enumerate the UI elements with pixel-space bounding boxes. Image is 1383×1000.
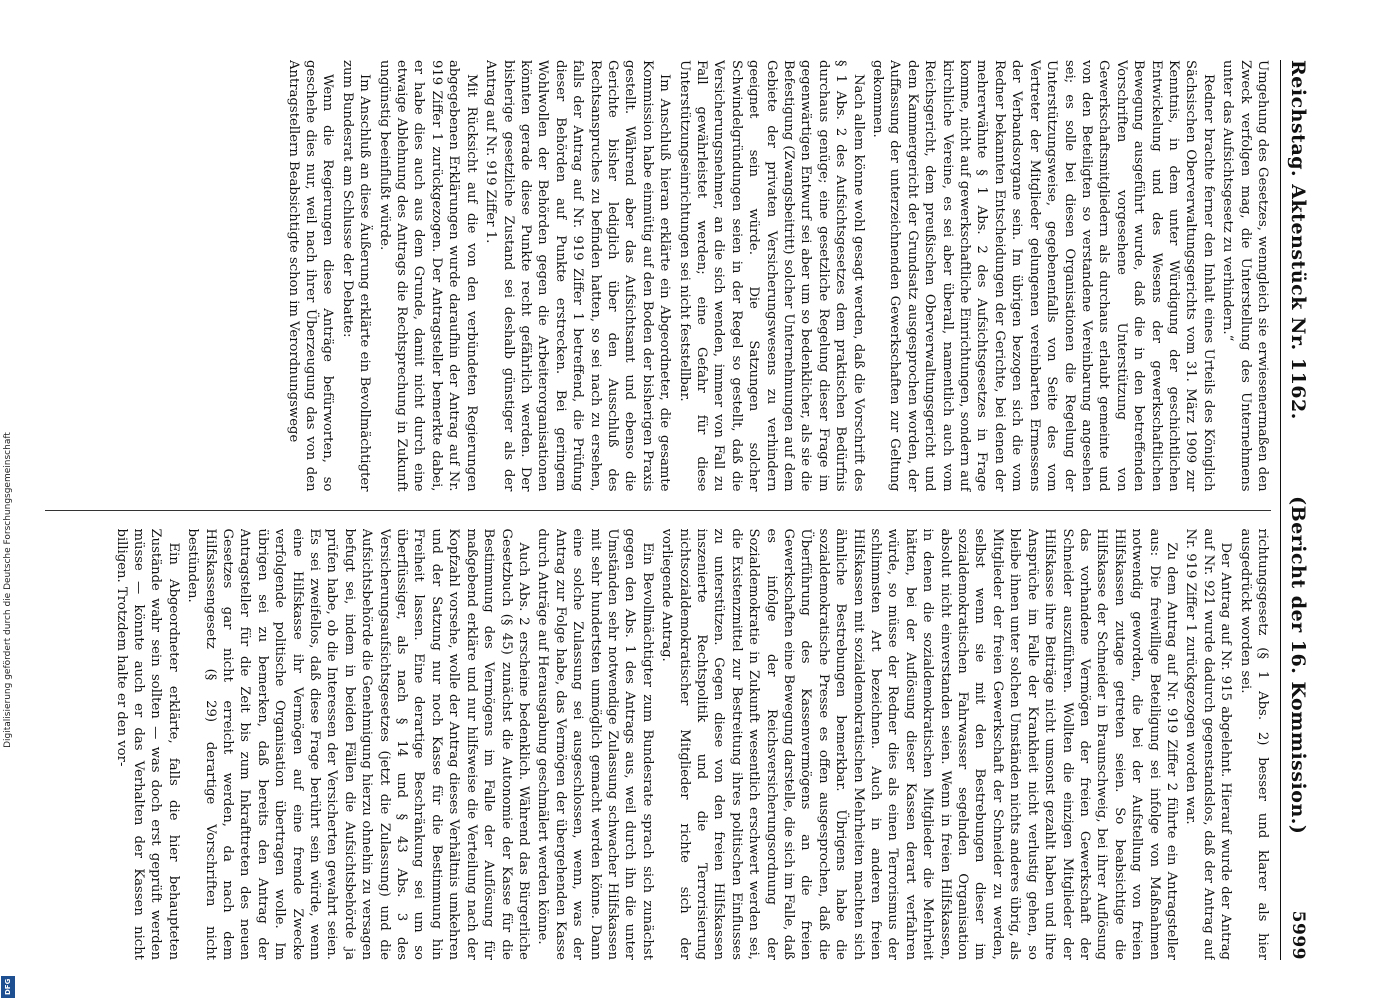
- digitization-note: Digitalisierung gefördert durch die Deutsche Forschungsgemeinschaft: [3, 432, 13, 748]
- header-title-right: (Bericht der 16. Kommission.): [1287, 496, 1309, 835]
- text-columns: [45, 60, 1271, 960]
- column-divider: [45, 510, 1271, 511]
- paragraph: Mit Rücksicht auf die von den verbündeten Regierungen abgegebenen Erklärungen wurde daraufhin der Antrag auf Nr. 919 Ziffer 1 zurückgezogen. Der Antragsteller bemerkte dabei, er habe dies auch aus dem Grunde, damit nicht durch eine etwaige Ablehnung des Antrags die Rechtsprechung in Zukunft ungünstig beeinflußt würde.: [376, 60, 479, 492]
- paragraph: Ein Abgeordneter erklärte, falls die hier behaupteten Zustände wahr sein sollten — was doch erst geprüft werden müsse — könnte auch er das Verhalten der Kassen nicht billigen. Trotzdem halte er den vor-: [113, 528, 181, 960]
- rotated-document-page: [45, 60, 1315, 960]
- dfg-logo: DFG: [1, 976, 15, 998]
- scanned-page-area: [40, 40, 1320, 980]
- paragraph: Wenn die Regierungen diese Anträge befürworten, so geschehe dies nur, weil nach ihrer Überzeugung das von den Antragstellern Beabsichtigte schon im Verordnungswege: [285, 60, 336, 492]
- paragraph: Im Anschluß hieran erklärte ein Abgeordneter, die gesamte Kommission habe einmütig auf den Boden der bisherigen Praxis gestellt. Während aber das Aufsichtsamt und ebenso die Gerichte bisher lediglich über den Ausschluß des Rechtsanspruches zu befinden hatten, so sei nach zu ersehen, falls der Antrag auf Nr. 919 Ziffer 1 betreffend, die Prüfung dieser Behörden auf Punkte erstrecken. Bei geringem Wohlwollen der Behörden gegen die Arbeiterorganisationen könnten gerade diese Punkte recht gefährlich werden. Der bisherige gesetzliche Zustand sei deshalb günstiger als der Antrag auf Nr. 919 Ziffer 1.: [483, 60, 673, 492]
- header-title-left: Reichstag. Aktenstück Nr. 1162.: [1287, 60, 1309, 420]
- paragraph: Umgehung des Gesetzes, wenngleich sie erwiesenermaßen den Zweck verfolgen mag, die Unterstellung des Unternehmens unter das Aufsichtsgesetz zu verhindern.“: [1220, 60, 1270, 492]
- paragraph: Zu dem Antrag auf Nr. 919 Ziffer 2 führte ein Antragsteller aus: Die freiwillige Beteiligung sei infolge von Maßnahmen notwendig geworden, die bei der Aufstellung von freien Hilfskassen zutage getreten seien. So beabsichtige die Hilfskasse der Schneider in Braunschweig, bei ihrer Auflösung das vorhandene Vermögen der freien Gewerkschaft der Schneider auszuführen. Wollten die einzigen Mitglieder der Hilfskasse ihre Beiträge nicht umsonst gezahlt haben und ihre Ansprüche im Falle der Krankheit nicht verlustig gehen, so bleibe ihnen unter solchen Umständen nichts anderes übrig, als Mitglieder der freien Gewerkschaft der Schneider zu werden, selbst wenn sie mit den Bestrebungen dieser im sozialdemokratischen Fahrwasser segelnden Organisation absolut nicht einverstanden seien. Wenn in freien Hilfskassen, in denen die sozialdemokratischen Mitglieder die Mehrheit hätten, bei der Auflösung dieser Kassen derart verfahren würde, so müsse der Redner dies als einen Terrorismus der schlimmsten Art bezeichnen. Auch in anderen freien Hilfskassen mit sozialdemokratischen Mehrheiten machten sich ähnliche Bestrebungen bemerkbar. Übrigens habe die sozialdemokratische Presse es offen ausgesprochen, daß die Überführung des Kassenvermögens an die freien Gewerkschaften eine Bewegung darstelle, die sich im Falle, daß es infolge der Reichsversicherungsordnung der Sozialdemokratie in Zukunft wesentlich erschwert werden sei, die Existenzmittel zur Bestreitung ihres politischen Einflusses zu unterstützen. Gegen diese von den freien Hilfskassen inszenierte Rechtspolitik und die Terrorisierung nichtsozialdemokratischer Mitglieder richte sich der vorliegende Antrag.: [659, 528, 1179, 960]
- paragraph: Auch Abs. 2 erscheine bedenklich. Während das Bürgerliche Gesetzbuch (§ 45) zunächst die Autonomie der Kasse für die Bestimmung des Vermögens im Falle der Auflösung für maßgebend erkläre und nur hilfsweise die Verteilung nach der Kopfzahl vorsehe, wolle der Antrag dieses Verhältnis umkehren und der Satzung nur noch Kasse für die Bestimmung hin Freiheit lassen. Eine derartige Beschränkung sei um so überflüssiger, als nach § 14 und § 43 Abs. 3 des Versicherungsaufsichtsgesetzes (jetzt die Zulassung) und die Aufsichtsbehörde die Genehmigung hierzu ohnehin zu versagen befugt sei, indem in beiden Fällen die Aufsichtsbehörde ja prüfen habe, ob die Interessen der Versicherten gewahrt seien. Es sei zweifellos, daß diese Frage berührt sein würde, wenn eine Hilfskasse ihr Vermögen auf eine fremde Zwecke verfolgende politische Organisation übertragen wolle. Im übrigen sei zu bemerken, daß bereits den Antrag der Antragsteller für die Zeit bis zum Inkrafttreten des neuen Gesetzes gar nicht erreicht werden, da nach dem Hilfskassengesetz (§ 29) derartige Vorschriften nicht bestünden.: [185, 528, 531, 960]
- paragraph: Im Anschluß an diese Äußerung erklärte ein Bevollmächtigter zum Bundesrat am Schlusse der Debatte:: [339, 60, 373, 492]
- page-number: 5999: [1288, 910, 1308, 960]
- paragraph: Ein Bevollmächtigter zum Bundesrate sprach sich zunächst gegen den Abs. 1 des Antrags aus, weil durch ihn die unter Umständen sehr notwendige Zulassung schwacher Hilfskassen mit sehr hundertsten unmöglich gemacht werden könne. Dann eine solche Zulassung sei ausgeschlossen, wenn, was der Antrag zur Folge habe, das Vermögen der übergehenden Kasse durch Anträge auf Herausgabung geschmälert werden könne.: [535, 528, 655, 960]
- right-column: [45, 529, 1271, 961]
- left-column: [45, 60, 1271, 492]
- paragraph: richtungsgesetz (§ 1 Abs. 2) besser und klarer als hier ausgedrückt worden sei.: [1237, 528, 1270, 960]
- paragraph: Der Antrag auf Nr. 915 abgelehnt. Hierauf wurde der Antrag auf Nr. 921 wurde dadurch gegenstandslos, daß der Antrag auf Nr. 919 Ziffer 1 zurückgezogen worden war.: [1183, 528, 1234, 960]
- paragraph: Redner brachte ferner den Inhalt eines Urteils des Königlich Sächsischen Oberverwaltungsgerichts vom 31. März 1909 zur Kenntnis, in dem unter Würdigung der geschichtlichen Entwickelung und des Wesens der gewerkschaftlichen Bewegung ausgeführt wurde, daß die in den betreffenden Vorschriften vorgesehene Unterstützung von Gewerkschaftsmitgliedern als durchaus erlaubt gemeinte und von den Beteiligten so verstandene Vereinbarung angesehen sei; es solle bei diesen Organisationen die Regelung der Unterstützungsweise, gegebenenfalls von Seite des vom Vertreter der Mitglieder gelungenen vereinbarten Ermessens der Verbandsorgane sein. Im übrigen bezogen sich die vom Redner bekannten Entscheidungen der Gerichte, bei denen der mehrerwähnte § 1 Abs. 2 des Aufsichtsgesetzes in Frage komme, nicht auf gewerkschaftliche Einrichtungen, sondern auf kirchliche Vereine, es sei aber überall, namentlich auch vom Reichsgericht, dem preußischen Oberverwaltungsgericht und dem Kammergericht der Grundsatz ausgesprochen worden, der Auffassung der unterzeichnenden Gewerkschaften zur Geltung gekommen.: [870, 60, 1216, 492]
- digitization-sidebar: [0, 0, 16, 1000]
- paragraph: Nach allem könne wohl gesagt werden, daß die Vorschrift des § 1 Abs. 2 des Aufsichtsgesetzes dem praktischen Bedürfnis durchaus genüge; eine gesetzliche Regelung dieser Frage im gegenwärtigen Entwurf sei aber um so bedenklicher, als sie die Befestigung (Zwangsbeitritt) solcher Unternehmungen auf dem Gebiete der privaten Versicherungswesens zu verhindern geeignet sein würde. Die Satzungen solcher Schwindelgründungen seien in der Regel so gestellt, daß die Versicherungsnehmer, an die sich wenden, immer von Fall zu Fall gewährleistet werden; eine Gefahr für diese Unterstützungseinrichtungen sei nicht feststellbar.: [676, 60, 866, 492]
- page-header: [1280, 60, 1315, 960]
